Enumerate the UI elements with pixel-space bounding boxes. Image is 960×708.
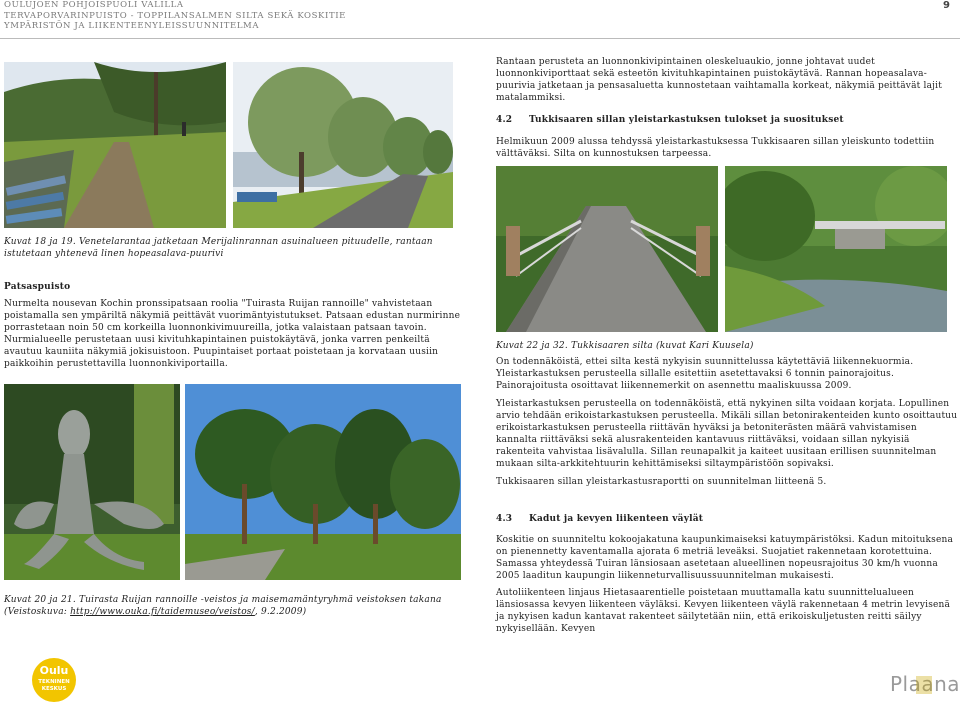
intro-paragraph: Rantaan perusteta an luonnonkivipintainen oleskeluaukio, jonne johtavat uudet luonnonkiviporttaat sekä esteetön kivituhkapintainen puistokäytävä. Rannan hopeasalava-puurivia jatketaan ja pensasaluetta kunnostetaan vaihtamalla korkeat, näkymiä peittävät lajit matalammiksi. (496, 57, 943, 103)
patsaspuisto-body: Nurmelta nousevan Kochin pronssipatsaan roolia "Tuirasta Ruijan rannoille" vahvistetaan poistamalla sen ympäriltä näkymiä peittävät vuorimäntyistutukset. Patsaan edustan nurmirinne porrastetaan noin 50 cm korkeilla luonnonkivimuureilla, jotka valaistaan patsaan tavoin. Nurmialueelle perustetaan uusi kivituhkapintainen puistokäytävä, jonka varren penkeiltä avautuu kauniita näkymiä jokisuistoon. Puupintaiset portaat poistetaan ja korvataan uusiin paikkoihin perustettavilla luonnonkiviportailla. (4, 299, 461, 369)
section-4-2-number: 4.2 (496, 115, 513, 125)
oulu-logo-subtitle (32, 679, 76, 693)
photo-boats-shore (4, 62, 226, 228)
photo-bridge-railing (496, 166, 718, 332)
bridge-paragraph-3: Tukkisaaren sillan yleistarkastusraportti on suunnitelman liitteenä 5. (496, 477, 827, 487)
caption-22-32: Kuvat 22 ja 32. Tukkisaaren silta (kuvat Kari Kuusela) (496, 341, 754, 351)
section-4-2-heading (496, 115, 954, 125)
header-line-2: TERVAPORVARINPUISTO - TOPPILANSALMEN SILTA SEKÄ KOSKITIE (4, 10, 346, 21)
caption-18-19: Kuvat 18 ja 19. Venetelarantaa jatketaan Merijalinrannan asuinalueen pituudelle, rantaan istutetaan yhtenevä linen hopeasalava-puurivi (4, 237, 433, 259)
section-4-3-paragraph-2: Autoliikenteen linjaus Hietasaarentielle poistetaan muuttamalla katu suunnittelualueen länsiosassa kevyen liikenteen väyläksi. Kevyen liikenteen väylä rakennetaan 4 metrin levyisenä ja nykyisen kadun kantavat rakenteet säilytetään niin, että erikoiskuljetusten reitti säilyy nykyisellään. Kevyen (496, 588, 951, 634)
caption-20-21-suffix: , 9.2.2009) (254, 607, 307, 617)
page-number: 9 (943, 0, 950, 11)
document-header (4, 0, 346, 32)
section-4-2-body: Helmikuun 2009 alussa tehdyssä yleistarkastuksessa Tukkisaaren sillan yleiskunto todettiin välttäväksi. Silta on kunnostuksen tarpeessa. (496, 137, 935, 159)
bridge-paragraph-2: Yleistarkastuksen perusteella on todennäköistä, että nykyinen silta voidaan korjata. Lopullinen arvio tehdään erikoistarkastuksen perusteella. Mikäli sillan betonirakenteiden kunto osoittautuu erikoistarkastuksen perusteella riittävän hyväksi ja betoniterästen määrä vahvistamisen kannalta riittäväksi sekä alusrakenteiden kantavuus riittäväksi, voidaan sillan nykyisiä rakenteita vahvistaa lisävalulla. Sillan reunapalkit ja kaiteet uusitaan erillisen suunnitelman mukaan silta-arkkitehtuurin kehittämiseksi siltaympäristöön sopivaksi. (496, 399, 958, 469)
caption-20-21-text: Kuvat 20 ja 21. Tuirasta Ruijan rannoille -veistos ja maisemamäntyryhmä veistoksen takana (Veistoskuva: (4, 595, 442, 617)
plaana-logo: Plaana (890, 672, 960, 696)
plaana-logo-accent (916, 676, 932, 694)
patsaspuisto-heading: Patsaspuisto (4, 282, 71, 292)
photo-pine-group (185, 384, 461, 580)
section-4-3-paragraph-1: Koskitie on suunniteltu kokoojakatuna kaupunkimaiseksi katuympäristöksi. Kadun mitoituksena on pienennetty kaventamalla ajorata 6 metriä leveäksi. Suojatiet rakennetaan korotettuina. Samassa yhteydessä Tuiran länsiosaan asetetaan alueellinen nopeusrajoitus 30 km/h vuonna 2005 laaditun kaupungin liikenneturvallisuussuunnitelman mukaisesti. (496, 535, 954, 581)
photo-bridge-creek (725, 166, 947, 332)
header-divider (0, 38, 960, 39)
header-line-1: OULUJOEN POHJOISPUOLI VÄLILLÄ (4, 0, 184, 10)
oulu-logo-line-1: TEKNINEN (38, 679, 70, 685)
oulu-logo (32, 658, 76, 702)
header-line-3: YMPÄRISTÖN JA LIIKENTEENYLEISSUUNNITELMA (4, 21, 260, 31)
bridge-paragraph-1: On todennäköistä, ettei silta kestä nykyisin suunnittelussa käytettäviä liikennekuormia. Yleistarkastuksen perusteella sillalle esitettiin asetettavaksi 6 tonnin painorajoitus. Painorajoitusta osoittavat liikennemerkit on asennettu maaliskuussa 2009. (496, 357, 914, 391)
oulu-logo-line-2: KESKUS (41, 686, 67, 692)
section-4-3-heading (496, 514, 954, 524)
veistos-link[interactable]: http://www.ouka.fi/taidemuseo/veistos/ (70, 607, 255, 617)
photo-statue (4, 384, 180, 580)
section-4-3-title: Kadut ja kevyen liikenteen väylät (528, 514, 704, 524)
section-4-2-title: Tukkisaaren sillan yleistarkastuksen tulokset ja suositukset (528, 115, 844, 125)
caption-20-21 (4, 594, 462, 618)
section-4-3-number: 4.3 (496, 514, 513, 524)
oulu-logo-word: Oulu (39, 664, 69, 677)
photo-willow-path (233, 62, 453, 228)
